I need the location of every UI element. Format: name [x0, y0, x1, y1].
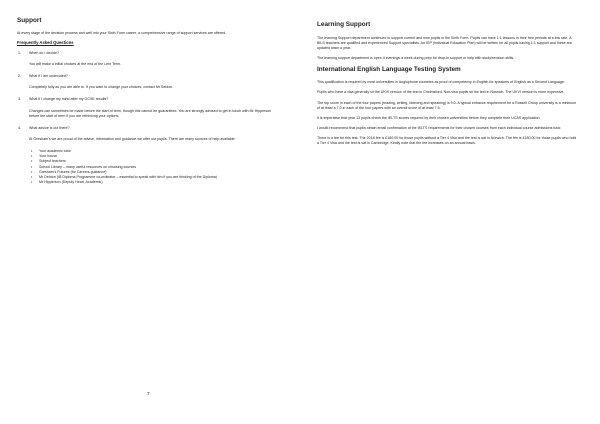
faq-question: [17, 51, 279, 56]
left-column: [17, 17, 279, 185]
list-item: • School Library – many useful resources on choosing courses: [31, 165, 279, 170]
faq-answer: You will make a initial choices at the end of the Lent Term.: [29, 62, 122, 67]
faq-question: [17, 74, 279, 79]
faq-item: [17, 97, 279, 118]
faq-number: 3.: [18, 97, 21, 102]
ielts-paragraph: There is a fee for this test. The 2018 fee is £180.00 for those pupils without a Tier 4 Visa and the test is sat in Norwich. The fee is £180.00 for those pupils who hold a Tier 4 Visa and the test is sat in Cambridge. Kindly note that the fee increases on an annual basis.: [317, 135, 577, 146]
list-item: • Mr Detnon (IB Diploma Programme co-ordinator – essential to speak with him if you are thinking of the Diploma): [31, 175, 279, 180]
faq-question-text: When do I decide?: [29, 51, 59, 56]
list-item: • Mr Hipperson (Deputy Head, Academic): [31, 180, 279, 185]
faq-question: [17, 97, 279, 102]
faq-question-text: What if I change my mind after my GCSE results?: [29, 97, 109, 102]
faq-number: 4.: [18, 125, 21, 130]
faq-item: [17, 74, 279, 90]
right-column: [317, 21, 579, 151]
learning-support-paragraph: The learning Support department continues to support current and new pupils in the Sixth Form. Pupils can have 1:1 lessons in their free periods at a low rate. A BILS teachers are qualified and experienced Support specialists. An IEP (Individual Education Plan) will be written for all pupils having 1:1 support and these are updated twice a year.: [317, 36, 572, 51]
list-item: • Your academic tutor: [31, 149, 279, 154]
learning-support-heading: Learning Support: [317, 21, 371, 28]
faq-answer: At Gresham's we are proud of the advice, information and guidance we offer our pupils. There are many sources of help available:: [29, 136, 236, 141]
faq-item: [17, 126, 279, 186]
page-number: 7: [147, 392, 150, 397]
faq-title: Frequently Asked Questions: [17, 40, 74, 46]
ielts-paragraph: The top score in each of the four papers (reading, writing, listening and speaking) is 9.0. A typical entrance requirement for a Russell Group university is a minimum of at least a 7.0 in each of the four papers with an overall score of at least 7.5.: [317, 100, 577, 110]
ielts-paragraph: I would recommend that pupils obtain email confirmation of the IELTS requirements for their chosen courses from each individual course admissions tutor.: [317, 125, 562, 130]
support-heading: Support: [17, 17, 42, 24]
ielts-paragraph: Pupils who have a visa generally sit the UKVI version of the test in Chelmsford. Non-visa pupils sit the test in Norwich. The UKVI version is more expensive.: [317, 90, 565, 95]
faq-item: [17, 51, 279, 67]
ielts-paragraph: It is imperative that year 13 pupils check the IELTS scores required by their chosen universities before they complete their UCAS application.: [317, 115, 541, 120]
right-page: [300, 0, 600, 424]
ielts-paragraph: This qualification is required by most universities in Anglophone countries as proof of competency in English for speakers of English as a Second Language.: [317, 80, 565, 85]
faq-number: 1.: [18, 51, 21, 56]
faq-answer: Changes can sometimes be made before the start of term, though this cannot be guaranteed. You are strongly advised to get in touch with Mr Hipperson before the start of term if you are rethinking your options.: [29, 108, 272, 118]
list-item: • Gresham's Futures (for Careers guidance): [31, 170, 279, 175]
support-intro: At every stage of the decision process and well into your Sixth Form career, a comprehensive range of support services are offered.: [17, 31, 227, 35]
list-item: • Subject teachers: [31, 159, 279, 164]
faq-answer: Completely fully as you are able to. If you want to change your choices, contact Mr Seldon.: [29, 85, 174, 90]
ielts-heading: International English Language Testing System: [317, 66, 461, 74]
faq-question-text: What if I am undecided?: [29, 74, 68, 79]
learning-support-paragraph: The learning support department is open 4 evenings a week during prep for drop-in support or help with study/revision skills.: [317, 56, 515, 61]
faq-number: 2.: [18, 74, 21, 79]
faq-question: [17, 126, 279, 131]
list-item: • Your house: [31, 154, 279, 159]
faq-question-text: What advice is out there?: [29, 125, 70, 130]
sources-list: [17, 149, 279, 185]
